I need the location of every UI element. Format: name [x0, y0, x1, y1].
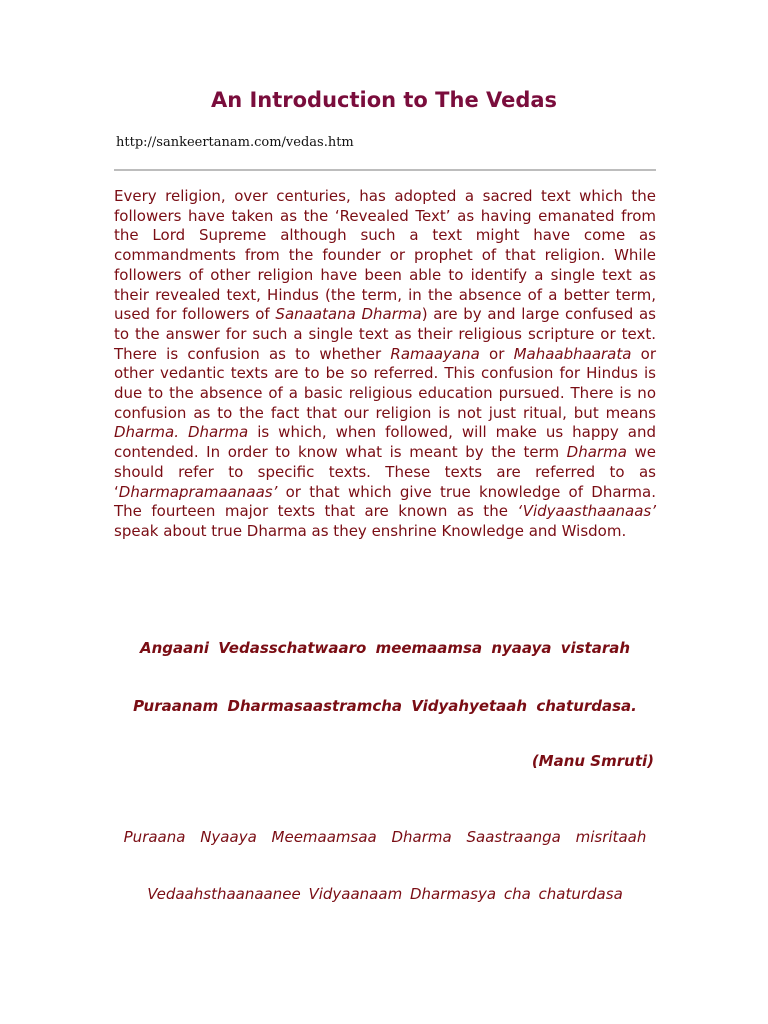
paragraph-text: Every religion, over centuries, has adopted a sacred text which the followers have taken as the ‘Revealed Text’ as having emanated from the Lord Supreme although such a text might have come as commandments from the founder or prophet of that religion. While followers of other religion have been able to identify a single text as their revealed text, Hindus (the term, in the absence of a better term, used for followers of	[114, 187, 656, 324]
intro-paragraph	[114, 187, 656, 542]
page-title: An Introduction to The Vedas	[210, 88, 558, 112]
paragraph-text: speak about true Dharma as they enshrine Knowledge and Wisdom.	[114, 521, 627, 540]
verse-line-3: Puraana Nyaaya Meemaamsaa Dharma Saastraanga misritaah	[123, 828, 647, 846]
italic-term: Dharma	[566, 443, 627, 462]
horizontal-rule	[114, 169, 656, 171]
verse-line-2: Puraanam Dharmasaastramcha Vidyahyetaah chaturdasa.	[133, 697, 637, 715]
verse-line-4: Vedaahsthaanaanee Vidyaanaam Dharmasya cha chaturdasa	[147, 885, 623, 903]
italic-term: Ramaayana	[390, 344, 480, 363]
verse-citation: (Manu Smruti)	[531, 752, 654, 770]
paragraph-text: we should refer to specific texts. These texts are referred to as ‘	[114, 443, 656, 501]
paragraph-text: is which, when followed, will make us happy and contended. In order to know what is meant by the term	[114, 423, 656, 462]
paragraph-text: ) are by and large confused as to the answer for such a single text as their religious scripture or text. There is confusion as to whether	[114, 305, 656, 363]
italic-term: Sanaatana Dharma	[275, 305, 422, 324]
italic-term: ‘Vidyaasthaanaas’	[517, 502, 656, 521]
paragraph-text: or	[479, 344, 514, 363]
verse-line-1: Angaani Vedasschatwaaro meemaamsa nyaaya vistarah	[139, 639, 631, 657]
source-url: http://sankeertanam.com/vedas.htm	[116, 135, 354, 150]
italic-term: Dharmapramaanaas’	[118, 482, 278, 501]
paragraph-text: or other vedantic texts are to be so referred. This confusion for Hindus is due to the absence of a basic religious education pursued. There is no confusion as to the fact that our religion is not just ritual, but means	[114, 344, 657, 422]
italic-term: Dharma. Dharma	[114, 423, 249, 442]
italic-term: Mahaabhaarata	[513, 344, 632, 363]
paragraph-text: or that which give true knowledge of Dharma. The fourteen major texts that are known as the	[114, 482, 656, 521]
